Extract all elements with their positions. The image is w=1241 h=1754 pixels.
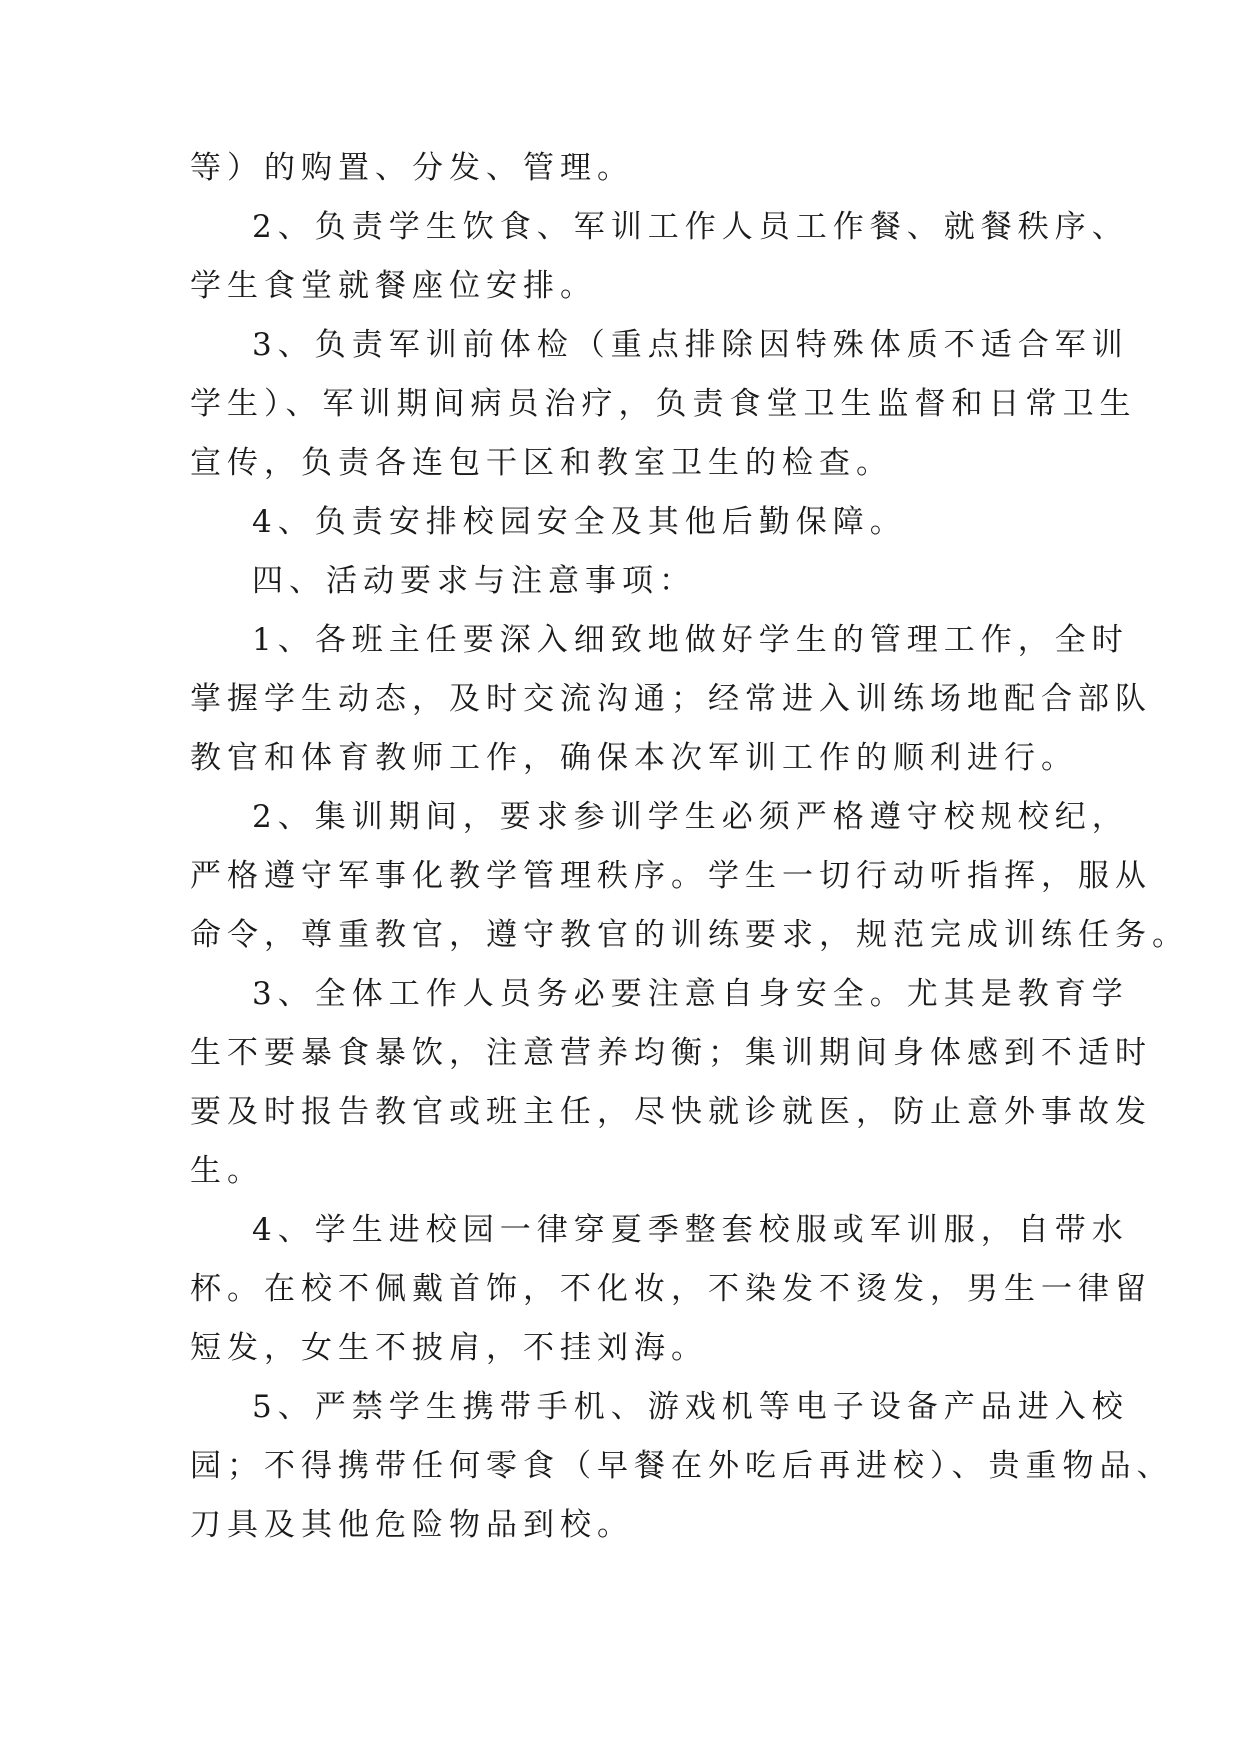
text-line: 命令，尊重教官，遵守教官的训练要求，规范完成训练任务。	[190, 917, 1189, 953]
text-line: 2、集训期间，要求参训学生必须严格遵守校规校纪，	[252, 799, 1129, 835]
text-line: 生。	[190, 1153, 264, 1189]
text-line: 4、学生进校园一律穿夏季整套校服或军训服，自带水	[252, 1212, 1129, 1248]
text-line: 要及时报告教官或班主任，尽快就诊就医，防止意外事故发	[190, 1094, 1152, 1130]
text-line: 短发，女生不披肩，不挂刘海。	[190, 1330, 708, 1366]
text-line: 园；不得携带任何零食（早餐在外吃后再进校）、贵重物品、	[190, 1448, 1174, 1484]
section-heading: 四、活动要求与注意事项：	[252, 563, 696, 599]
text-line: 3、负责军训前体检（重点排除因特殊体质不适合军训	[252, 327, 1129, 363]
text-line: 宣传，负责各连包干区和教室卫生的检查。	[190, 445, 893, 481]
text-line: 2、负责学生饮食、军训工作人员工作餐、就餐秩序、	[252, 209, 1129, 245]
text-line: 教官和体育教师工作，确保本次军训工作的顺利进行。	[190, 740, 1078, 776]
text-line: 掌握学生动态，及时交流沟通；经常进入训练场地配合部队	[190, 681, 1152, 717]
text-line: 杯。在校不佩戴首饰，不化妆，不染发不烫发，男生一律留	[190, 1271, 1152, 1307]
text-line: 等）的购置、分发、管理。	[190, 150, 634, 186]
text-line: 1、各班主任要深入细致地做好学生的管理工作，全时	[252, 622, 1129, 658]
text-line: 4、负责安排校园安全及其他后勤保障。	[252, 504, 907, 540]
text-line: 生不要暴食暴饮，注意营养均衡；集训期间身体感到不适时	[190, 1035, 1152, 1071]
text-line: 学生食堂就餐座位安排。	[190, 268, 597, 304]
text-line: 5、严禁学生携带手机、游戏机等电子设备产品进入校	[252, 1389, 1129, 1425]
text-line: 刀具及其他危险物品到校。	[190, 1507, 634, 1543]
text-line: 学生）、军训期间病员治疗，负责食堂卫生监督和日常卫生	[190, 386, 1137, 422]
text-line: 3、全体工作人员务必要注意自身安全。尤其是教育学	[252, 976, 1129, 1012]
text-line: 严格遵守军事化教学管理秩序。学生一切行动听指挥，服从	[190, 858, 1152, 894]
